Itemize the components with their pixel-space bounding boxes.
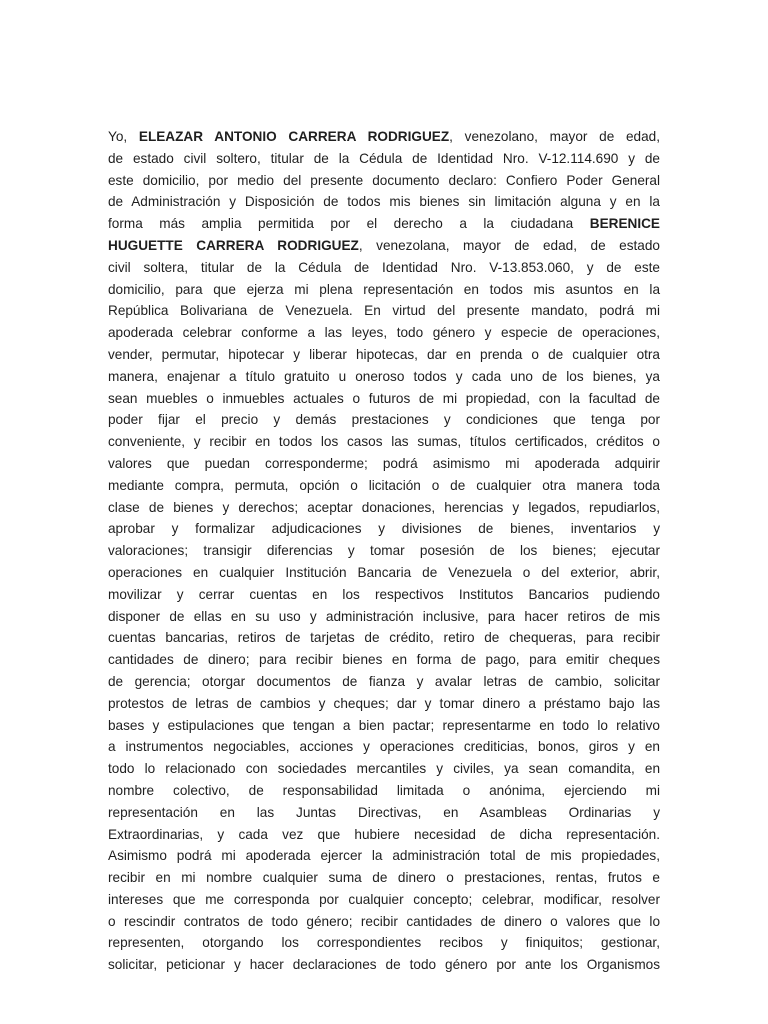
line-text: Extraordinarias, y cada vez que hubiere necesidad de dicha representación. [108,826,660,842]
document-body [108,126,660,976]
line-text: valores que puedan corresponderme; podrá asimismo mi apoderada adquirir [108,455,660,471]
line-text: a instrumentos negociables, acciones y operaciones crediticias, bonos, giros y en [108,739,660,755]
document-line [108,649,660,671]
line-text: , venezolana, mayor de edad, de estado [358,237,660,253]
line-text: o rescindir contratos de todo género; recibir cantidades de dinero o valores que lo [108,913,660,929]
line-text: conveniente, y recibir en todos los casos las sumas, títulos certificados, créditos o [108,434,660,450]
bold-name-text: ELEAZAR ANTONIO CARRERA RODRIGUEZ [138,129,450,144]
document-line [108,802,660,824]
line-text: disponer de ellas en su uso y administración inclusive, para hacer retiros de mis [108,608,660,624]
document-line [108,191,660,213]
line-text: nombre colectivo, de responsabilidad limitada o anónima, ejerciendo mi [108,782,660,798]
document-line [108,715,660,737]
line-text: manera, enajenar a título gratuito u oneroso todos y cada uno de los bienes, ya [108,368,660,384]
document-line [108,606,660,628]
document-line [108,213,660,235]
document-line [108,235,660,257]
line-text: valoraciones; transigir diferencias y tomar posesión de los bienes; ejecutar [108,543,660,559]
document-line [108,388,660,410]
document-line [108,322,660,344]
document-line [108,584,660,606]
line-text: recibir en mi nombre cualquier suma de dinero o prestaciones, rentas, frutos e [108,870,660,886]
document-line [108,889,660,911]
document-line [108,518,660,540]
document-line [108,431,660,453]
bold-name-text: HUGUETTE CARRERA RODRIGUEZ [108,237,359,253]
line-text: representación en las Juntas Directivas, en Asambleas Ordinarias y [108,804,660,820]
line-text: aprobar y formalizar adjudicaciones y divisiones de bienes, inventarios y [108,521,660,537]
document-line [108,453,660,475]
line-text: vender, permutar, hipotecar y liberar hipotecas, dar en prenda o de cualquier otra [108,346,660,362]
document-line [108,932,660,954]
line-text: intereses que me corresponda por cualquier concepto; celebrar, modificar, resolver [108,891,660,907]
line-text: , venezolano, mayor de edad, [449,129,660,144]
document-line [108,911,660,933]
line-text: operaciones en cualquier Institución Bancaria de Venezuela o del exterior, abrir, [108,564,660,580]
line-text: mediante compra, permuta, opción o licitación o de cualquier otra manera toda [108,477,660,493]
document-line [108,845,660,867]
document-line [108,736,660,758]
document-line [108,562,660,584]
line-text: este domicilio, por medio del presente documento declaro: Confiero Poder General [108,172,660,188]
document-line [108,758,660,780]
line-text: clase de bienes y derechos; aceptar donaciones, herencias y legados, repudiarlos, [108,499,660,515]
document-line [108,148,660,170]
line-text: de estado civil soltero, titular de la Cédula de Identidad Nro. V-12.114.690 y de [108,150,660,166]
document-line [108,279,660,301]
line-text: movilizar y cerrar cuentas en los respectivos Institutos Bancarios pudiendo [108,586,660,602]
document-line [108,300,660,322]
line-text: Yo, [108,129,139,144]
document-line [108,170,660,192]
line-text: representen, otorgando los correspondientes recibos y finiquitos; gestionar, [108,935,660,951]
line-text: de Administración y Disposición de todos mis bienes sin limitación alguna y en la [108,194,660,210]
document-line [108,954,660,976]
line-text: forma más amplia permitida por el derecho a la ciudadana [108,216,590,232]
document-line [108,867,660,889]
document-line [108,126,660,148]
document-line [108,409,660,431]
document-line [108,780,660,802]
line-text: sean muebles o inmuebles actuales o futuros de mi propiedad, con la facultad de [108,390,660,406]
line-text: de gerencia; otorgar documentos de fianza y avalar letras de cambio, solicitar [108,673,660,689]
document-line [108,693,660,715]
document-line [108,824,660,846]
line-text: poder fijar el precio y demás prestaciones y condiciones que tenga por [108,412,660,428]
line-text: bases y estipulaciones que tengan a bien pactar; representarme en todo lo relativo [108,717,660,733]
document-line [108,257,660,279]
line-text: solicitar, peticionar y hacer declaraciones de todo género por ante los Organismos [108,957,660,973]
line-text: República Bolivariana de Venezuela. En virtud del presente mandato, podrá mi [108,303,660,319]
line-text: apoderada celebrar conforme a las leyes, todo género y especie de operaciones, [108,325,660,341]
line-text: Asimismo podrá mi apoderada ejercer la administración total de mis propiedades, [108,848,660,864]
document-line [108,497,660,519]
document-line [108,540,660,562]
document-line [108,366,660,388]
line-text: protestos de letras de cambios y cheques; dar y tomar dinero a préstamo bajo las [108,695,660,711]
bold-name-text: BERENICE [589,216,660,232]
line-text: cuentas bancarias, retiros de tarjetas de crédito, retiro de chequeras, para recibir [108,630,660,646]
line-text: todo lo relacionado con sociedades mercantiles y civiles, ya sean comandita, en [108,761,660,777]
document-line [108,475,660,497]
line-text: civil soltera, titular de la Cédula de Identidad Nro. V-13.853.060, y de este [108,259,660,275]
document-line [108,627,660,649]
document-line [108,344,660,366]
line-text: domicilio, para que ejerza mi plena representación en todos mis asuntos en la [108,281,660,297]
line-text: cantidades de dinero; para recibir bienes en forma de pago, para emitir cheques [108,652,660,668]
document-line [108,671,660,693]
